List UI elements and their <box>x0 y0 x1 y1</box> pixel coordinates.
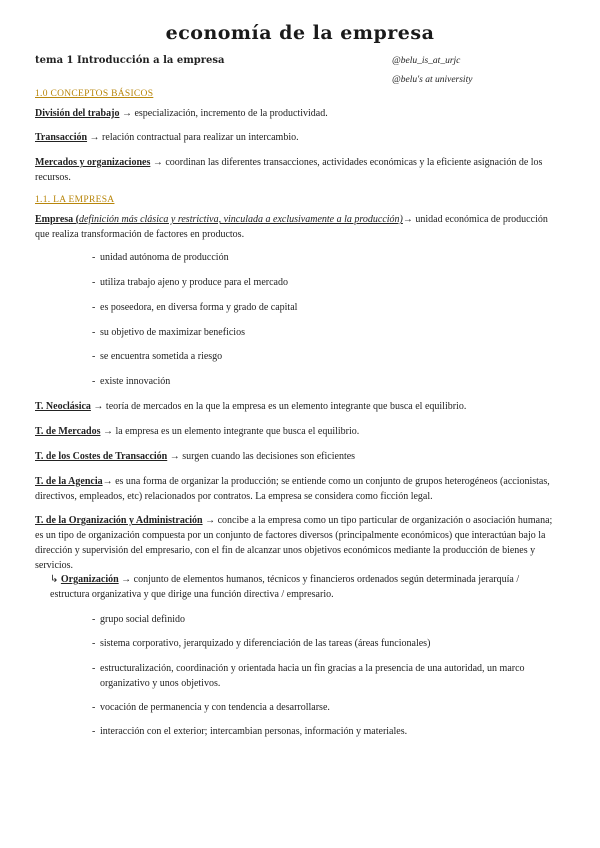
sub-arrow-icon: ↳ <box>50 574 61 585</box>
definition-term: Transacción <box>35 132 88 143</box>
page-title: economía de la empresa <box>165 22 435 44</box>
list-item: - unidad autónoma de producción <box>92 252 229 263</box>
definition-text: especialización, incremento de la productividad. <box>134 108 328 119</box>
definition-text: conjunto de elementos humanos, técnicos y financieros ordenados según determinada jerarquía / estructura organizativa y que dirige una función directiva / empresario. <box>50 574 520 600</box>
list-item: - sistema corporativo, jerarquizado y diferenciación de las tareas (áreas funcionales) <box>92 638 431 649</box>
definition-text: relación contractual para realizar un intercambio. <box>102 132 299 143</box>
list-item: - se encuentra sometida a riesgo <box>92 351 223 362</box>
definition-term: Organización <box>60 574 119 585</box>
arrow-glyph: → <box>87 132 103 143</box>
list-item: - grupo social definido <box>92 614 185 625</box>
author-handle-1: @belu_is_at_urjc <box>392 56 461 66</box>
definition-text: la empresa es un elemento integrante que busca el equilibrio. <box>115 426 360 437</box>
definition-text: teoría de mercados en la que la empresa es un elemento integrante que busca el equilibrio. <box>105 401 467 412</box>
section-heading-empresa: 1.1. LA EMPRESA <box>35 195 115 205</box>
definition-costes <box>35 449 560 464</box>
arrow-glyph: → <box>118 574 134 585</box>
definition-mercados <box>35 155 560 185</box>
page-subtitle: tema 1 Introducción a la empresa <box>35 55 225 66</box>
arrow-glyph: → <box>202 515 218 526</box>
definition-term: T. de los Costes de Transacción <box>35 451 168 462</box>
definition-text: unidad económica de producción que realiza transformación de factores en productos. <box>35 214 548 240</box>
list-item: - es poseedora, en diversa forma y grado de capital <box>92 302 298 313</box>
definition-term: T. de Mercados <box>35 426 101 437</box>
definition-note: definición más clásica y restrictiva, vinculada a exclusivamente a la producción) <box>78 214 403 225</box>
arrow-glyph: → <box>100 426 116 437</box>
list-item: - vocación de permanencia y con tendencia a desarrollarse. <box>92 702 330 713</box>
definition-mercados-teoria <box>35 424 560 439</box>
definition-agencia <box>35 474 560 504</box>
list-item: - estructuralización, coordinación y orientada hacia un fin gracias a la presencia de una autoridad, un marco organizativo y unos objetivos. <box>92 663 525 689</box>
arrow-glyph: → <box>90 401 106 412</box>
definition-term: T. de la Agencia <box>35 476 103 487</box>
definition-term: T. de la Organización y Administración <box>35 515 203 526</box>
arrow-glyph: → <box>402 214 416 225</box>
definition-text: concibe a la empresa como un tipo particular de organización o asociación humana; es un tipo de organización compuesta por un conjunto de factores diversos (principalmente económicos) que interactúan bajo la dirección y supervisión del empresario, con el fin de alcanzar unos objetivos económicos mediante la producción de bienes y servicios. <box>35 515 553 571</box>
arrow-glyph: → <box>150 157 166 168</box>
definition-text: es una forma de organizar la producción; se entiende como un conjunto de grupos heterogéneos (accionistas, directivos, empleados, etc) relacionados por contratos. La empresa se considera como ficción legal. <box>35 476 550 502</box>
definition-neoclasica <box>35 399 560 414</box>
arrow-glyph: → <box>119 108 135 119</box>
definition-term: Mercados y organizaciones <box>35 157 151 168</box>
list-item: - su objetivo de maximizar beneficios <box>92 327 245 338</box>
author-handle-2: @belu's at university <box>392 75 473 85</box>
list-item: - utiliza trabajo ajeno y produce para el mercado <box>92 277 288 288</box>
arrow-glyph: → <box>102 476 116 487</box>
definition-term: División del trabajo <box>35 108 120 119</box>
arrow-glyph: → <box>167 451 183 462</box>
definition-text: surgen cuando las decisiones son eficientes <box>182 451 356 462</box>
definition-organizacion <box>50 572 560 602</box>
definition-text: coordinan las diferentes transacciones, actividades económicas y la eficiente asignación de los recursos. <box>35 157 543 183</box>
list-item: - existe innovación <box>92 376 171 387</box>
definition-term: T. Neoclásica <box>35 401 91 412</box>
definition-transaccion <box>35 130 560 145</box>
definition-empresa <box>35 212 560 242</box>
list-item: - interacción con el exterior; intercambian personas, información y materiales. <box>92 726 408 737</box>
section-heading-conceptos: 1.0 CONCEPTOS BÁSICOS <box>35 89 154 99</box>
definition-division <box>35 106 560 121</box>
definition-organizacion-teoria <box>35 513 560 573</box>
definition-term: Empresa ( <box>35 214 79 225</box>
